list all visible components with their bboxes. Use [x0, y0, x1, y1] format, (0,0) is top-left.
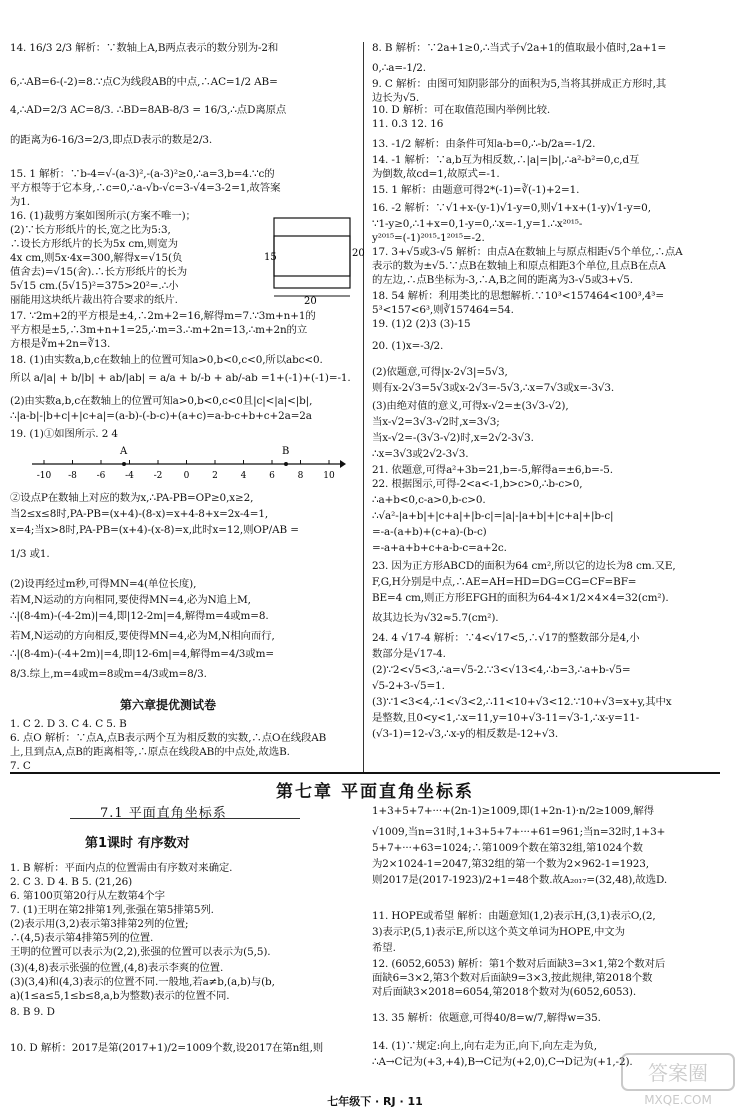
text-line: 6. 点O 解析：∵点A,点B表示两个互为相反数的实数,∴点O在线段AB	[10, 732, 327, 744]
text-line: 7. C	[10, 760, 31, 772]
text-line: 是整数,且0<y<1,∴x=11,y=10+√3-11=√3-1,∴x-y=11-	[372, 712, 640, 724]
section-title: 第六章提优测试卷	[120, 698, 217, 712]
tick-label: 8	[297, 471, 304, 481]
text-line: √5-2+3-√5=1.	[372, 680, 445, 692]
text-line: 14. -1 解析：∵a,b互为相反数,∴|a|=|b|,∴a²-b²=0,c,d互	[372, 154, 640, 166]
text-line: 方根是∛m+2n=∛13.	[10, 338, 111, 350]
text-line: 为倒数,故cd=1,故原式=-1.	[372, 168, 500, 180]
text-line: 8. B 解析：∵2a+1≥0,∴当式子√2a+1的值取最小值时,2a+1=	[372, 42, 667, 54]
text-line: ∴设长方形纸片的长为5x cm,则宽为	[10, 238, 178, 250]
text-line: 当x-√2=-(3√3-√2)时,x=2√2-3√3.	[372, 432, 534, 444]
text-line: 17. 3+√5或3-√5 解析：由点A在数轴上与原点相距√5个单位,∴点A	[372, 246, 683, 258]
text-line: (2)依题意,可得|x-2√3|=5√3,	[372, 366, 508, 378]
tick-label: -8	[68, 471, 77, 481]
text-line: 2. C 3. D 4. B 5. (21,26)	[10, 876, 133, 888]
text-line: 1/3 或1.	[10, 548, 50, 560]
text-line: =-a+a+b+c+a-b-c=a+2c.	[372, 542, 507, 554]
figure-label-right: 20	[352, 248, 365, 259]
text-line: 15. 1 解析：∵b-4=√-(a-3)²,-(a-3)²≥0,∴a=3,b=4.∵c的	[10, 168, 275, 180]
text-line: 11. HOPE或希望 解析：由题意知(1,2)表示H,(3,1)表示O,(2,	[372, 910, 656, 922]
svg-text:MXQE.COM: MXQE.COM	[644, 1093, 712, 1107]
text-line: 平方根等于它本身,∴c=0,∴a-√b-√c=3-√4=3-2=1,故答案	[10, 182, 281, 194]
text-line: (2)由实数a,b,c在数轴上的位置可知a>0,b<0,c<0且|c|<|a|<|b|,	[10, 395, 313, 407]
text-line: 5√15 cm.(5√15)²=375>20²=.∴小	[10, 280, 179, 292]
text-line: ∴|a-b|-|b+c|+|c+a|=(a-b)-(-b-c)+(a+c)=a-b-c+b+c+2a=2a	[10, 410, 312, 422]
tick-label: -4	[125, 471, 134, 481]
text-line: 3)表示P,(5,1)表示E,所以这个英文单词为HOPE,中文为	[372, 926, 625, 938]
text-line: 1+3+5+7+···+(2n-1)≥1009,即(1+2n-1)·n/2≥1009,解得	[372, 805, 654, 817]
text-line: 平方根是±5,∴3m+n+1=25,∴m=3.∴m+2n=13,∴m+2n的立	[10, 324, 308, 336]
text-line: 对后面缺3×2018=6054,第2018个数对为(6052,6053).	[372, 986, 637, 998]
text-line: 数部分是√17-4.	[372, 648, 446, 660]
text-line: 5+7+···+63=1024;∴第1009个数在第32组,第1024个数	[372, 842, 643, 854]
text-line: (3)(4,8)表示张强的位置,(4,8)表示李爽的位置.	[10, 962, 224, 974]
tick-label: 2	[212, 471, 218, 481]
text-line: 23. 因为正方形ABCD的面积为64 cm²,所以它的边长为8 cm.又E,	[372, 560, 676, 572]
axis-arrow	[340, 460, 346, 468]
text-line: 15. 1 解析：由题意可得2*(-1)=∛(-1)+2=1.	[372, 184, 580, 196]
text-line: 故其边长为√32≈5.7(cm²).	[372, 612, 499, 624]
text-line: (3)(3,4)和(4,3)表示的位置不同.一般地,若a≠b,(a,b)与(b,	[10, 976, 275, 988]
text-line: 上,且到点A,点B的距离相等,∴原点在线段AB的中点处,故选B.	[10, 746, 290, 758]
text-line: 当2≤x≤8时,PA-PB=(x+4)-(8-x)=x+4-8+x=2x-4=1,	[10, 508, 269, 520]
lesson-title: 第1课时 有序数对	[85, 836, 190, 851]
text-line: 则2017是(2017-1923)/2+1=48个数.故A₂₀₁₇=(32,48),故选D.	[372, 874, 668, 886]
tick-label: 6	[269, 471, 275, 481]
watermark-logo	[618, 1050, 738, 1110]
text-line: ∴a+b<0,c-a>0,b-c>0.	[372, 494, 486, 506]
text-line: 8. B 9. D	[10, 1006, 55, 1018]
text-line: 王明的位置可以表示为(2,2),张强的位置可以表示为(5,5).	[10, 946, 271, 958]
point-a-label: A	[120, 446, 128, 457]
text-line: 16. -2 解析：∵√1+x-(y-1)√1-y=0,则√1+x+(1-y)√1-y=0,	[372, 202, 651, 214]
text-line: 10. D 解析：2017是第(2017+1)/2=1009个数,设2017在第n组,则	[10, 1042, 324, 1054]
text-line: =-a-(a+b)+(c+a)-(b-c)	[372, 526, 487, 538]
text-line: 1. B 解析：平面内点的位置需由有序数对来确定.	[10, 862, 233, 874]
text-line: 7. (1)王明在第2排第1列,张强在第5排第5列.	[10, 904, 214, 916]
text-line: 面缺6=3×2,第3个数对后面缺9=3×3,按此规律,第2018个数	[372, 972, 653, 984]
text-line: 则有x-2√3=5√3或x-2√3=-5√3,∴x=7√3或x=-3√3.	[372, 382, 615, 394]
figure-label-bottom: 20	[304, 296, 317, 307]
text-line: 16. (1)裁剪方案如图所示(方案不唯一)；	[10, 210, 196, 222]
text-line: y²⁰¹⁵=(-1)²⁰¹⁵-1²⁰¹⁵=-2.	[372, 232, 485, 244]
text-line: 0,∴a=-1/2.	[372, 62, 426, 74]
tick-label: 4	[240, 471, 247, 481]
text-line: 1. C 2. D 3. C 4. C 5. B	[10, 718, 127, 730]
text-line: ∴√a²-|a+b|+|c+a|+|b-c|=|a|-|a+b|+|c+a|+|b-c|	[372, 510, 614, 522]
subsection-title: 7.1 平面直角坐标系	[100, 806, 227, 821]
text-line: 的左边,∴点B坐标为-3,∴A,B之间的距离为3-√5或3+√5.	[372, 274, 633, 286]
number-line	[28, 440, 348, 490]
text-line: 4,∴AD=2/3 AC=8/3. ∴BD=8AB-8/3 = 16/3,∴点D离原点	[10, 104, 287, 116]
tick-label: 0	[183, 471, 190, 481]
text-line: 4x cm,则5x·4x=300,解得x=√15(负	[10, 252, 183, 264]
figure-label-left: 15	[264, 252, 277, 263]
text-line: (3)由绝对值的意义,可得x-√2=±(3√3-√2),	[372, 400, 569, 412]
text-line: 为2×1024-1=2047,第32组的第一个数为2×962-1=1923,	[372, 858, 649, 870]
tick-label: -2	[153, 471, 163, 481]
text-line: (2)表示用(3,2)表示第3排第2列的位置;	[10, 918, 189, 930]
page-footer: 七年级下 · RJ · 11	[327, 1095, 423, 1108]
tick-label: 10	[323, 471, 335, 481]
text-line: a)(1≤a≤5,1≤b≤8,a,b为整数)表示的位置不同.	[10, 990, 230, 1002]
chapter-rule-top	[10, 772, 720, 774]
text-line: 所以 a/|a| + b/|b| + ab/|ab| = a/a + b/-b + ab/-ab =1+(-1)+(-1)=-1.	[10, 372, 351, 384]
text-line: 若M,N运动的方向相反,要使得MN=4,必为M,N相向而行,	[10, 630, 275, 642]
text-line: 20. (1)x=-3/2.	[372, 340, 444, 352]
text-line: ∴A→C记为(+3,+4),B→C记为(+2,0),C→D记为(+1,-2).	[372, 1056, 633, 1068]
outer-square	[274, 218, 350, 288]
text-line: ∴|(8-4m)-(-4-2m)|=4,即|12-2m|=4,解得m=4或m=8.	[10, 610, 269, 622]
text-line: 18. 54 解析：利用类比的思想解析.∵10³<157464<100³,4³=	[372, 290, 664, 302]
text-line: 10. D 解析：可在取值范围内举例比较.	[372, 104, 551, 116]
text-line: 13. -1/2 解析：由条件可知a-b=0,∴-b/2a=-1/2.	[372, 138, 596, 150]
text-line: 表示的数为±√5.∵点B在数轴上和原点相距3个单位,且点B在点A	[372, 260, 666, 272]
text-line: ∵1-y≥0,∴1+x=0,1-y=0,∴x=-1,y=1.∴x²⁰¹⁵-	[372, 218, 583, 230]
text-line: 若M,N运动的方向相同,要使得MN=4,必为N追上M,	[10, 594, 251, 606]
svg-text:答案圈: 答案圈	[648, 1061, 708, 1085]
text-line: (2)∵长方形纸片的长,宽之比为5:3,	[10, 224, 171, 236]
text-line: 13. 35 解析：依题意,可得40/8=w/7,解得w=35.	[372, 1012, 601, 1024]
text-line: (3)∵1<3<4,∴1<√3<2,∴11<10+√3<12.∵10+√3=x+y,其中x	[372, 696, 672, 708]
text-line: 边长为√5.	[372, 92, 420, 104]
text-line: 21. 依题意,可得a²+3b=21,b=-5,解得a=±6,b=-5.	[372, 464, 613, 476]
text-line: BE=4 cm,则正方形EFGH的面积为64-4×1/2×4×4=32(cm²).	[372, 592, 669, 604]
point-a-dot	[122, 462, 126, 466]
text-line: 为1.	[10, 196, 31, 208]
tick-label: -10	[36, 471, 52, 481]
text-line: 18. (1)由实数a,b,c在数轴上的位置可知a>0,b<0,c<0,所以abc<0.	[10, 354, 323, 366]
column-divider	[363, 42, 364, 772]
text-line: 11. 0.3 12. 16	[372, 118, 444, 130]
text-line: 丽能用这块纸片裁出符合要求的纸片.	[10, 294, 178, 306]
text-line: x=4;当x>8时,PA-PB=(x+4)-(x-8)=x,此时x=12,则OP/AB =	[10, 524, 299, 536]
text-line: 值舍去)=√15(舍).∴长方形纸片的长为	[10, 266, 187, 278]
point-b-label: B	[282, 446, 290, 457]
text-line: (2)设再经过m秒,可得MN=4(单位长度),	[10, 578, 197, 590]
cutting-diagram	[262, 212, 365, 310]
text-line: ∴x=3√3或2√2-3√3.	[372, 448, 469, 460]
text-line: F,G,H分别是中点,∴AE=AH=HD=DG=CG=CF=BF=	[372, 576, 637, 588]
text-line: 12. (6052,6053) 解析：第1个数对后面缺3=3×1,第2个数对后	[372, 958, 666, 970]
text-line: ∴(4,5)表示第4排第5列的位置.	[10, 932, 154, 944]
text-line: 19. (1)2 (2)3 (3)-15	[372, 318, 471, 330]
text-line: 当x-√2=3√3-√2时,x=3√3;	[372, 416, 500, 428]
point-b-dot	[284, 462, 288, 466]
text-line: 19. (1)①如图所示. 2 4	[10, 428, 118, 440]
text-line: 8/3.综上,m=4或m=8或m=4/3或m=8/3.	[10, 668, 207, 680]
text-line: ②设点P在数轴上对应的数为x,∴PA-PB=OP≥0,x≥2,	[10, 492, 254, 504]
text-line: 14. (1)∵规定:向上,向右走为正,向下,向左走为负,	[372, 1040, 597, 1052]
chapter-title: 第七章 平面直角坐标系	[276, 782, 474, 802]
text-line: 14. 16/3 2/3 解析：∵数轴上A,B两点表示的数分别为-2和	[10, 42, 279, 54]
text-line: 6,∴AB=6-(-2)=8.∵点C为线段AB的中点,∴AC=1/2 AB=	[10, 76, 278, 88]
text-line: ∴|(8-4m)-(-4+2m)|=4,即|12-6m|=4,解得m=4/3或m=	[10, 648, 274, 660]
text-line: 22. 根据图示,可得-2<a<-1,b>c>0,∴b-c>0,	[372, 478, 583, 490]
text-line: 希望.	[372, 942, 396, 954]
text-line: 17. ∵2m+2的平方根是±4,∴2m+2=16,解得m=7.∵3m+n+1的	[10, 310, 316, 322]
text-line: 24. 4 √17-4 解析：∵4<√17<5,∴√17的整数部分是4,小	[372, 632, 640, 644]
text-line: 6. 第100页第20行从左数第4个字	[10, 890, 165, 902]
text-line: 9. C 解析：由图可知阴影部分的面积为5,当将其拼成正方形时,其	[372, 78, 667, 90]
text-line: 的距离为6-16/3=2/3,即点D表示的数是2/3.	[10, 134, 213, 146]
inner-rectangle	[274, 236, 350, 276]
text-line: √1009,当n=31时,1+3+5+7+···+61=961;当n=32时,1+3+	[372, 826, 666, 838]
text-line: 5³<157<6³,则∛157464=54.	[372, 304, 514, 316]
text-line: (2)∵2<√5<3,∴a=√5-2.∵3<√13<4,∴b=3,∴a+b-√5=	[372, 664, 631, 676]
tick-label: -6	[96, 471, 106, 481]
text-line: (√3-1)=12-√3,∴x-y的相反数是-12+√3.	[372, 728, 559, 740]
